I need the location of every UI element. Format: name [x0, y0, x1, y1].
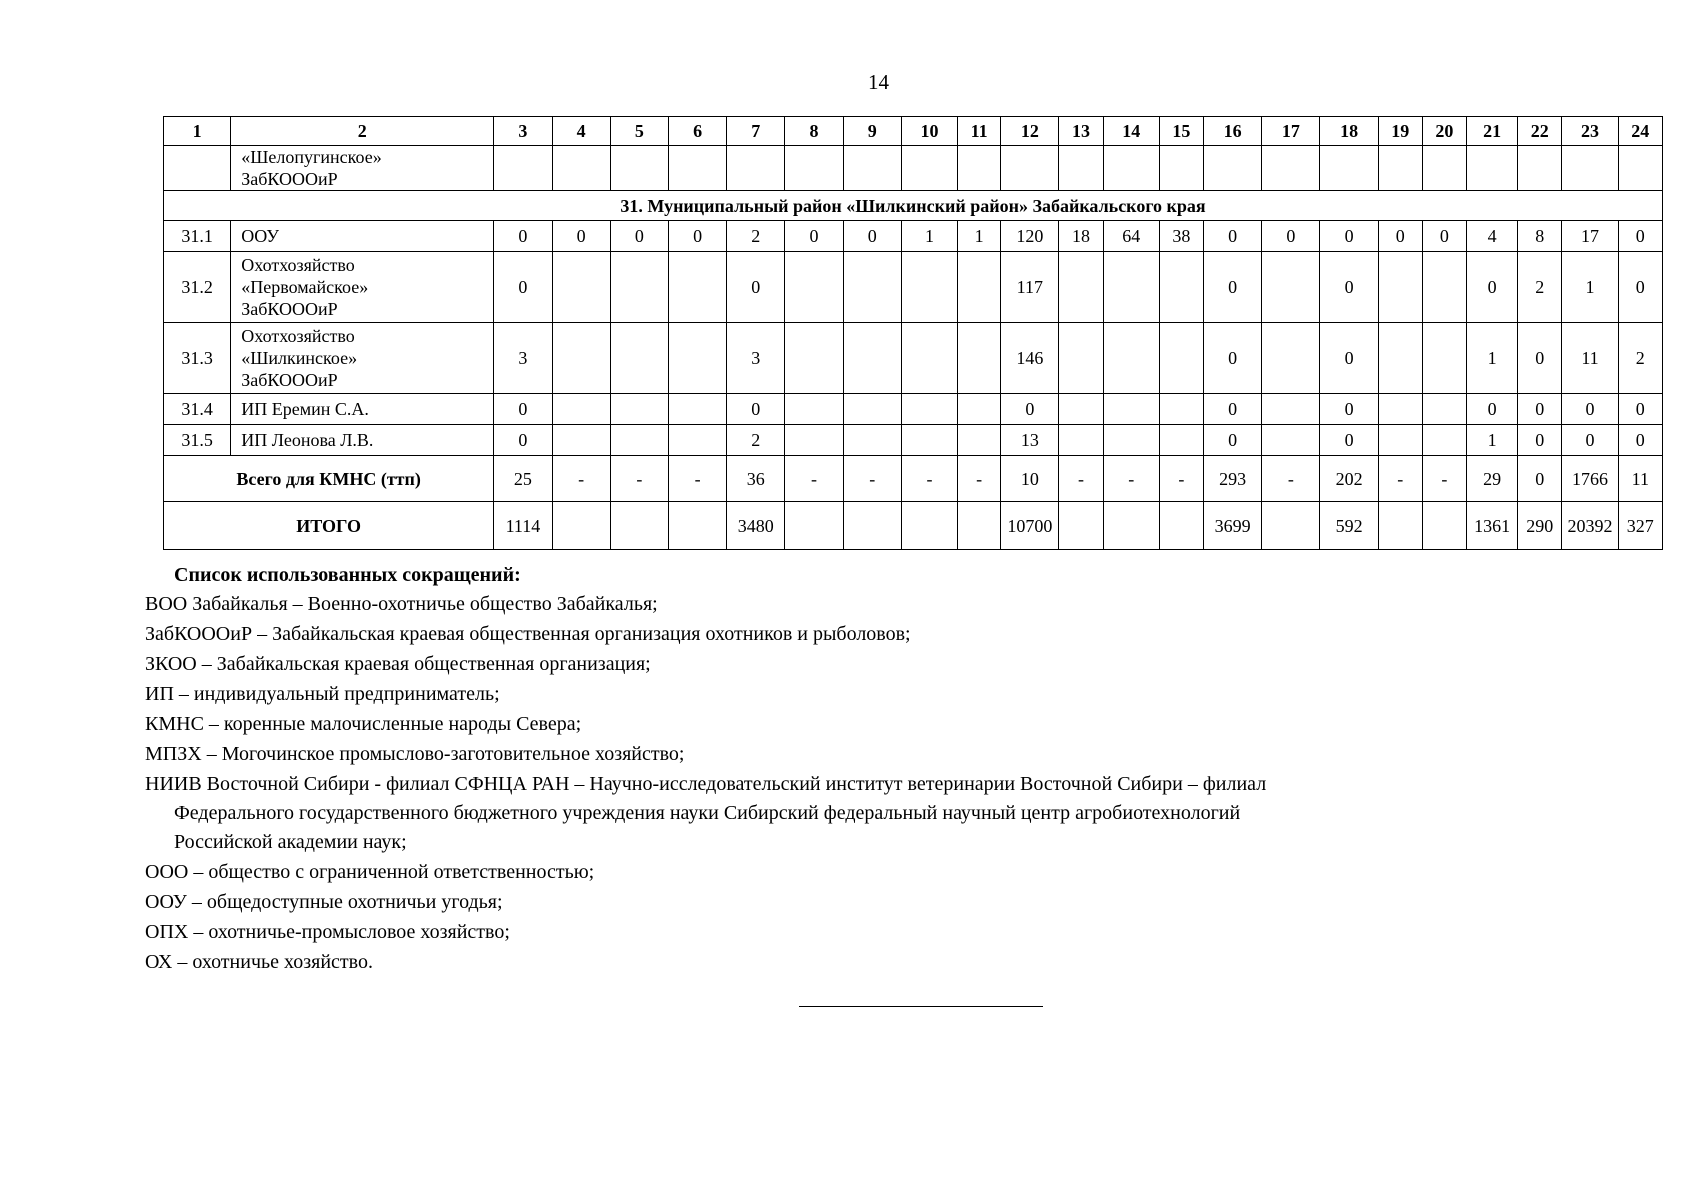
column-header: 3: [494, 117, 552, 146]
value-cell: 13: [1001, 425, 1059, 456]
value-cell: [1378, 146, 1422, 191]
value-cell: [1159, 146, 1203, 191]
row-name-line: «Первомайское»: [241, 277, 369, 297]
value-cell: -: [610, 456, 668, 502]
value-cell: 36: [727, 456, 785, 502]
value-cell: 38: [1159, 221, 1203, 252]
value-cell: [843, 323, 901, 394]
value-cell: -: [785, 456, 843, 502]
value-cell: [1059, 252, 1103, 323]
value-cell: [668, 252, 726, 323]
value-cell: 0: [1467, 252, 1518, 323]
value-cell: [1262, 252, 1320, 323]
row-number: [164, 146, 231, 191]
value-cell: 2: [727, 425, 785, 456]
value-cell: 293: [1204, 456, 1262, 502]
value-cell: 1: [958, 221, 1001, 252]
value-cell: [1103, 252, 1159, 323]
value-cell: 0: [1204, 394, 1262, 425]
value-cell: [1103, 502, 1159, 550]
row-name-line: ЗабКОООиР: [241, 370, 338, 390]
column-header: 9: [843, 117, 901, 146]
abbreviation-item: НИИВ Восточной Сибири - филиал СФНЦА РАН – Научно-исследовательский институт ветеринарии Восточной Сибири – филиал: [145, 773, 1267, 795]
value-cell: 0: [668, 221, 726, 252]
value-cell: [1422, 425, 1466, 456]
abbreviation-item: ЗабКОООиР – Забайкальская краевая общественная организация охотников и рыболовов;: [145, 623, 911, 645]
table-row: [164, 146, 1663, 191]
value-cell: [1422, 394, 1466, 425]
value-cell: 0: [1422, 221, 1466, 252]
total-row: [164, 456, 1663, 502]
row-name: [231, 252, 494, 323]
table-header-row: [164, 117, 1663, 146]
value-cell: [668, 323, 726, 394]
value-cell: [958, 252, 1001, 323]
value-cell: [1378, 394, 1422, 425]
column-header: 16: [1204, 117, 1262, 146]
value-cell: [494, 146, 552, 191]
value-cell: 1: [901, 221, 957, 252]
column-header: 19: [1378, 117, 1422, 146]
value-cell: [1159, 425, 1203, 456]
value-cell: [552, 146, 610, 191]
row-name-line: ООУ: [241, 226, 279, 246]
value-cell: 0: [1001, 394, 1059, 425]
value-cell: [610, 146, 668, 191]
abbreviation-item: ИП – индивидуальный предприниматель;: [145, 683, 500, 705]
value-cell: [552, 394, 610, 425]
row-name-line: Охотхозяйство: [241, 326, 355, 346]
value-cell: [610, 394, 668, 425]
value-cell: 290: [1518, 502, 1562, 550]
row-name-line: ЗабКОООиР: [241, 169, 338, 189]
column-header: 18: [1320, 117, 1378, 146]
value-cell: [1262, 394, 1320, 425]
value-cell: 1114: [494, 502, 552, 550]
value-cell: 592: [1320, 502, 1378, 550]
abbreviations-title: Список использованных сокращений:: [174, 564, 521, 586]
column-header: 11: [958, 117, 1001, 146]
value-cell: 0: [1320, 221, 1378, 252]
value-cell: 0: [1262, 221, 1320, 252]
value-cell: 0: [494, 394, 552, 425]
value-cell: 20392: [1562, 502, 1618, 550]
value-cell: 11: [1618, 456, 1662, 502]
value-cell: 1: [1467, 425, 1518, 456]
value-cell: -: [1378, 456, 1422, 502]
value-cell: 0: [1618, 252, 1662, 323]
column-header: 2: [231, 117, 494, 146]
value-cell: [668, 394, 726, 425]
abbreviation-item: КМНС – коренные малочисленные народы Севера;: [145, 713, 582, 735]
signature-line: [799, 1006, 1043, 1007]
value-cell: [785, 394, 843, 425]
row-name-line: ИП Еремин С.А.: [241, 399, 369, 419]
value-cell: [958, 394, 1001, 425]
value-cell: [1262, 425, 1320, 456]
value-cell: [901, 252, 957, 323]
value-cell: [958, 146, 1001, 191]
value-cell: 29: [1467, 456, 1518, 502]
column-header: 4: [552, 117, 610, 146]
value-cell: [785, 502, 843, 550]
value-cell: [901, 425, 957, 456]
value-cell: [552, 323, 610, 394]
section-title: 31. Муниципальный район «Шилкинский район» Забайкальского края: [164, 191, 1663, 221]
abbreviation-item: ЗКОО – Забайкальская краевая общественная организация;: [145, 653, 651, 675]
value-cell: -: [1059, 456, 1103, 502]
value-cell: 0: [1204, 252, 1262, 323]
row-number: 31.2: [164, 252, 231, 323]
value-cell: [668, 502, 726, 550]
value-cell: -: [552, 456, 610, 502]
value-cell: 10: [1001, 456, 1059, 502]
value-cell: 0: [1518, 456, 1562, 502]
value-cell: [1422, 252, 1466, 323]
value-cell: [843, 502, 901, 550]
value-cell: 25: [494, 456, 552, 502]
value-cell: -: [901, 456, 957, 502]
value-cell: [1320, 146, 1378, 191]
value-cell: [1059, 502, 1103, 550]
row-name: [231, 221, 494, 252]
value-cell: 0: [552, 221, 610, 252]
value-cell: 0: [1467, 394, 1518, 425]
value-cell: [843, 146, 901, 191]
value-cell: [1562, 146, 1618, 191]
value-cell: 0: [1562, 425, 1618, 456]
value-cell: [843, 394, 901, 425]
table-row: [164, 394, 1663, 425]
value-cell: [958, 502, 1001, 550]
value-cell: [1059, 323, 1103, 394]
total-label: Всего для КМНС (ттп): [164, 456, 494, 502]
row-name: [231, 425, 494, 456]
value-cell: 0: [1320, 394, 1378, 425]
column-header: 17: [1262, 117, 1320, 146]
page-number: 14: [868, 70, 889, 94]
value-cell: 3699: [1204, 502, 1262, 550]
value-cell: -: [958, 456, 1001, 502]
value-cell: 1: [1467, 323, 1518, 394]
value-cell: 0: [1618, 394, 1662, 425]
value-cell: 1361: [1467, 502, 1518, 550]
value-cell: [1159, 502, 1203, 550]
value-cell: 0: [1518, 394, 1562, 425]
value-cell: [1103, 146, 1159, 191]
value-cell: 0: [494, 221, 552, 252]
column-header: 7: [727, 117, 785, 146]
column-header: 24: [1618, 117, 1662, 146]
value-cell: [1159, 394, 1203, 425]
value-cell: [668, 146, 726, 191]
abbreviation-item: МПЗХ – Могочинское промыслово-заготовительное хозяйство;: [145, 743, 685, 765]
row-name: [231, 146, 494, 191]
total-row: [164, 502, 1663, 550]
value-cell: 0: [1204, 323, 1262, 394]
column-header: 10: [901, 117, 957, 146]
value-cell: 1766: [1562, 456, 1618, 502]
column-header: 20: [1422, 117, 1466, 146]
value-cell: -: [1159, 456, 1203, 502]
value-cell: [1422, 502, 1466, 550]
value-cell: 4: [1467, 221, 1518, 252]
column-header: 23: [1562, 117, 1618, 146]
value-cell: [1467, 146, 1518, 191]
column-header: 14: [1103, 117, 1159, 146]
section-row: [164, 191, 1663, 221]
column-header: 21: [1467, 117, 1518, 146]
value-cell: [785, 323, 843, 394]
hunting-data-table: [163, 116, 1663, 550]
value-cell: [1518, 146, 1562, 191]
value-cell: [727, 146, 785, 191]
value-cell: [1378, 323, 1422, 394]
abbreviation-item: ВОО Забайкалья – Военно-охотничье общество Забайкалья;: [145, 593, 658, 615]
value-cell: 8: [1518, 221, 1562, 252]
column-header: 12: [1001, 117, 1059, 146]
value-cell: [1001, 146, 1059, 191]
value-cell: [1618, 146, 1662, 191]
value-cell: 1: [1562, 252, 1618, 323]
value-cell: [552, 502, 610, 550]
column-header: 15: [1159, 117, 1203, 146]
value-cell: [1262, 146, 1320, 191]
value-cell: 0: [1618, 221, 1662, 252]
row-name-line: «Шилкинское»: [241, 348, 358, 368]
row-number: 31.3: [164, 323, 231, 394]
row-name-line: ЗабКОООиР: [241, 299, 338, 319]
value-cell: [1422, 146, 1466, 191]
value-cell: -: [1103, 456, 1159, 502]
value-cell: [843, 425, 901, 456]
value-cell: [552, 425, 610, 456]
value-cell: 146: [1001, 323, 1059, 394]
value-cell: 0: [1518, 425, 1562, 456]
value-cell: [1422, 323, 1466, 394]
value-cell: -: [668, 456, 726, 502]
value-cell: [1103, 323, 1159, 394]
value-cell: [1059, 394, 1103, 425]
value-cell: 0: [1618, 425, 1662, 456]
value-cell: 0: [785, 221, 843, 252]
value-cell: [610, 323, 668, 394]
column-header: 6: [668, 117, 726, 146]
abbreviation-item: ООО – общество с ограниченной ответственностью;: [145, 861, 595, 883]
value-cell: [668, 425, 726, 456]
column-header: 13: [1059, 117, 1103, 146]
value-cell: [1159, 323, 1203, 394]
value-cell: [1204, 146, 1262, 191]
value-cell: 0: [727, 252, 785, 323]
value-cell: -: [843, 456, 901, 502]
value-cell: 0: [1320, 252, 1378, 323]
row-name: [231, 323, 494, 394]
value-cell: [610, 425, 668, 456]
value-cell: [1378, 252, 1422, 323]
value-cell: 0: [1320, 425, 1378, 456]
value-cell: 0: [494, 252, 552, 323]
value-cell: [552, 252, 610, 323]
value-cell: [610, 502, 668, 550]
value-cell: 2: [1518, 252, 1562, 323]
value-cell: 0: [1378, 221, 1422, 252]
table-row: [164, 252, 1663, 323]
abbreviation-item-continuation: Российской академии наук;: [174, 831, 407, 853]
value-cell: [785, 252, 843, 323]
value-cell: [785, 146, 843, 191]
value-cell: [843, 252, 901, 323]
column-header: 22: [1518, 117, 1562, 146]
abbreviation-item: ОХ – охотничье хозяйство.: [145, 951, 373, 973]
table-row: [164, 323, 1663, 394]
value-cell: [1262, 323, 1320, 394]
abbreviations-section: [145, 561, 1665, 977]
value-cell: 120: [1001, 221, 1059, 252]
total-label: ИТОГО: [164, 502, 494, 550]
value-cell: 0: [843, 221, 901, 252]
value-cell: 0: [1562, 394, 1618, 425]
value-cell: [1103, 425, 1159, 456]
row-name-line: Охотхозяйство: [241, 255, 355, 275]
value-cell: -: [1262, 456, 1320, 502]
value-cell: 10700: [1001, 502, 1059, 550]
abbreviations-list: [145, 589, 1665, 977]
value-cell: 17: [1562, 221, 1618, 252]
value-cell: [1059, 425, 1103, 456]
value-cell: 0: [1320, 323, 1378, 394]
value-cell: 202: [1320, 456, 1378, 502]
value-cell: 0: [1204, 221, 1262, 252]
value-cell: [610, 252, 668, 323]
value-cell: [1262, 502, 1320, 550]
row-number: 31.1: [164, 221, 231, 252]
row-name: [231, 394, 494, 425]
table-row: [164, 221, 1663, 252]
value-cell: [1378, 425, 1422, 456]
abbreviation-item-continuation: Федерального государственного бюджетного учреждения науки Сибирский федеральный научный центр агробиотехнологий: [174, 802, 1241, 824]
value-cell: [785, 425, 843, 456]
value-cell: [1378, 502, 1422, 550]
value-cell: [1059, 146, 1103, 191]
value-cell: [958, 323, 1001, 394]
value-cell: 0: [727, 394, 785, 425]
row-name-line: ИП Леонова Л.В.: [241, 430, 374, 450]
column-header: 5: [610, 117, 668, 146]
value-cell: 3: [494, 323, 552, 394]
column-header: 1: [164, 117, 231, 146]
value-cell: [901, 394, 957, 425]
value-cell: 64: [1103, 221, 1159, 252]
value-cell: [1159, 252, 1203, 323]
value-cell: 0: [610, 221, 668, 252]
table-row: [164, 425, 1663, 456]
value-cell: 2: [1618, 323, 1662, 394]
value-cell: 117: [1001, 252, 1059, 323]
value-cell: -: [1422, 456, 1466, 502]
value-cell: [901, 502, 957, 550]
value-cell: 327: [1618, 502, 1662, 550]
value-cell: 0: [1518, 323, 1562, 394]
row-name-line: «Шелопугинское»: [241, 147, 382, 167]
value-cell: 11: [1562, 323, 1618, 394]
row-number: 31.4: [164, 394, 231, 425]
value-cell: 3480: [727, 502, 785, 550]
value-cell: [1103, 394, 1159, 425]
value-cell: [901, 323, 957, 394]
value-cell: 3: [727, 323, 785, 394]
value-cell: 2: [727, 221, 785, 252]
value-cell: 0: [1204, 425, 1262, 456]
value-cell: 18: [1059, 221, 1103, 252]
abbreviation-item: ОПХ – охотничье-промысловое хозяйство;: [145, 921, 510, 943]
value-cell: [901, 146, 957, 191]
abbreviation-item: ООУ – общедоступные охотничьи угодья;: [145, 891, 503, 913]
column-header: 8: [785, 117, 843, 146]
row-number: 31.5: [164, 425, 231, 456]
value-cell: 0: [494, 425, 552, 456]
value-cell: [958, 425, 1001, 456]
